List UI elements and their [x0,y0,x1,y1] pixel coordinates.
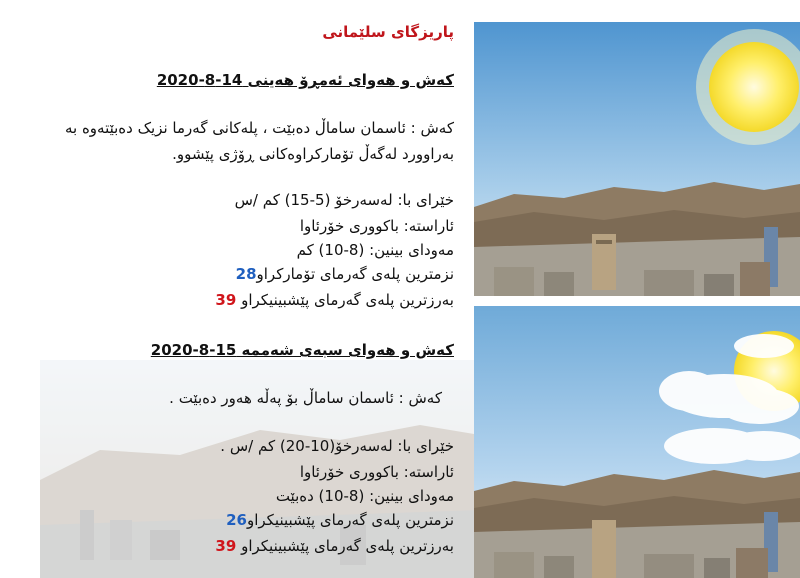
tomorrow-heading: کەش و هەوای سبەی شەممە 15-8-2020 [150,341,454,359]
tomorrow-visibility: مەودای بینین: (8-10) دەبێت [275,487,454,505]
tomorrow-direction: ئاراستە: باکووری خۆرئاوا [299,463,454,481]
tomorrow-wind: خێرای با: لەسەرخۆ(10-20) کم /س . [220,437,454,455]
station-title: پاریزگای سلێمانی [322,23,454,41]
today-min-label: نزمترین پلەی گەرمای تۆمارکراو [256,265,454,283]
sunny-city-photo [474,22,800,296]
today-max-temp [215,290,454,310]
partly-cloudy-city-photo [474,306,800,578]
today-min-temp [236,264,454,284]
today-visibility: مەودای بینین: (8-10) کم [296,241,454,259]
today-max-label: بەرزترین پلەی گەرمای پێشبینیکراو [241,291,454,309]
today-direction: ئاراستە: باکووری خۆرئاوا [299,217,454,235]
today-heading: کەش و هەوای ئەمڕۆ هەینی 14-8-2020 [156,71,454,89]
tomorrow-max-value: 39 [215,537,237,555]
today-condition-line-1: کەش : ئاسمان ساماڵ دەبێت ، پلەکانی گەرما نزیک دەبێتەوە بە [64,119,454,137]
tomorrow-min-label: نزمترین پلەی گەرمای پێشبینیکراو [246,511,454,529]
tomorrow-min-temp [226,510,454,530]
today-wind: خێرای با: لەسەرخۆ (5-15) کم /س [234,191,454,209]
tomorrow-condition-line-1: کەش : ئاسمان ساماڵ بۆ پەڵە هەور دەبێت . [169,389,442,407]
today-min-value: 28 [235,265,257,283]
tomorrow-min-value: 26 [226,511,247,529]
today-condition-line-2: بەراوورد لەگەڵ تۆمارکراوەکانی ڕۆژی پێشوو. [172,145,454,163]
today-max-value: 39 [215,291,237,309]
tomorrow-max-temp [215,536,454,556]
tomorrow-max-label: بەرزترین پلەی گەرمای پێشبینیکراو [241,537,454,555]
